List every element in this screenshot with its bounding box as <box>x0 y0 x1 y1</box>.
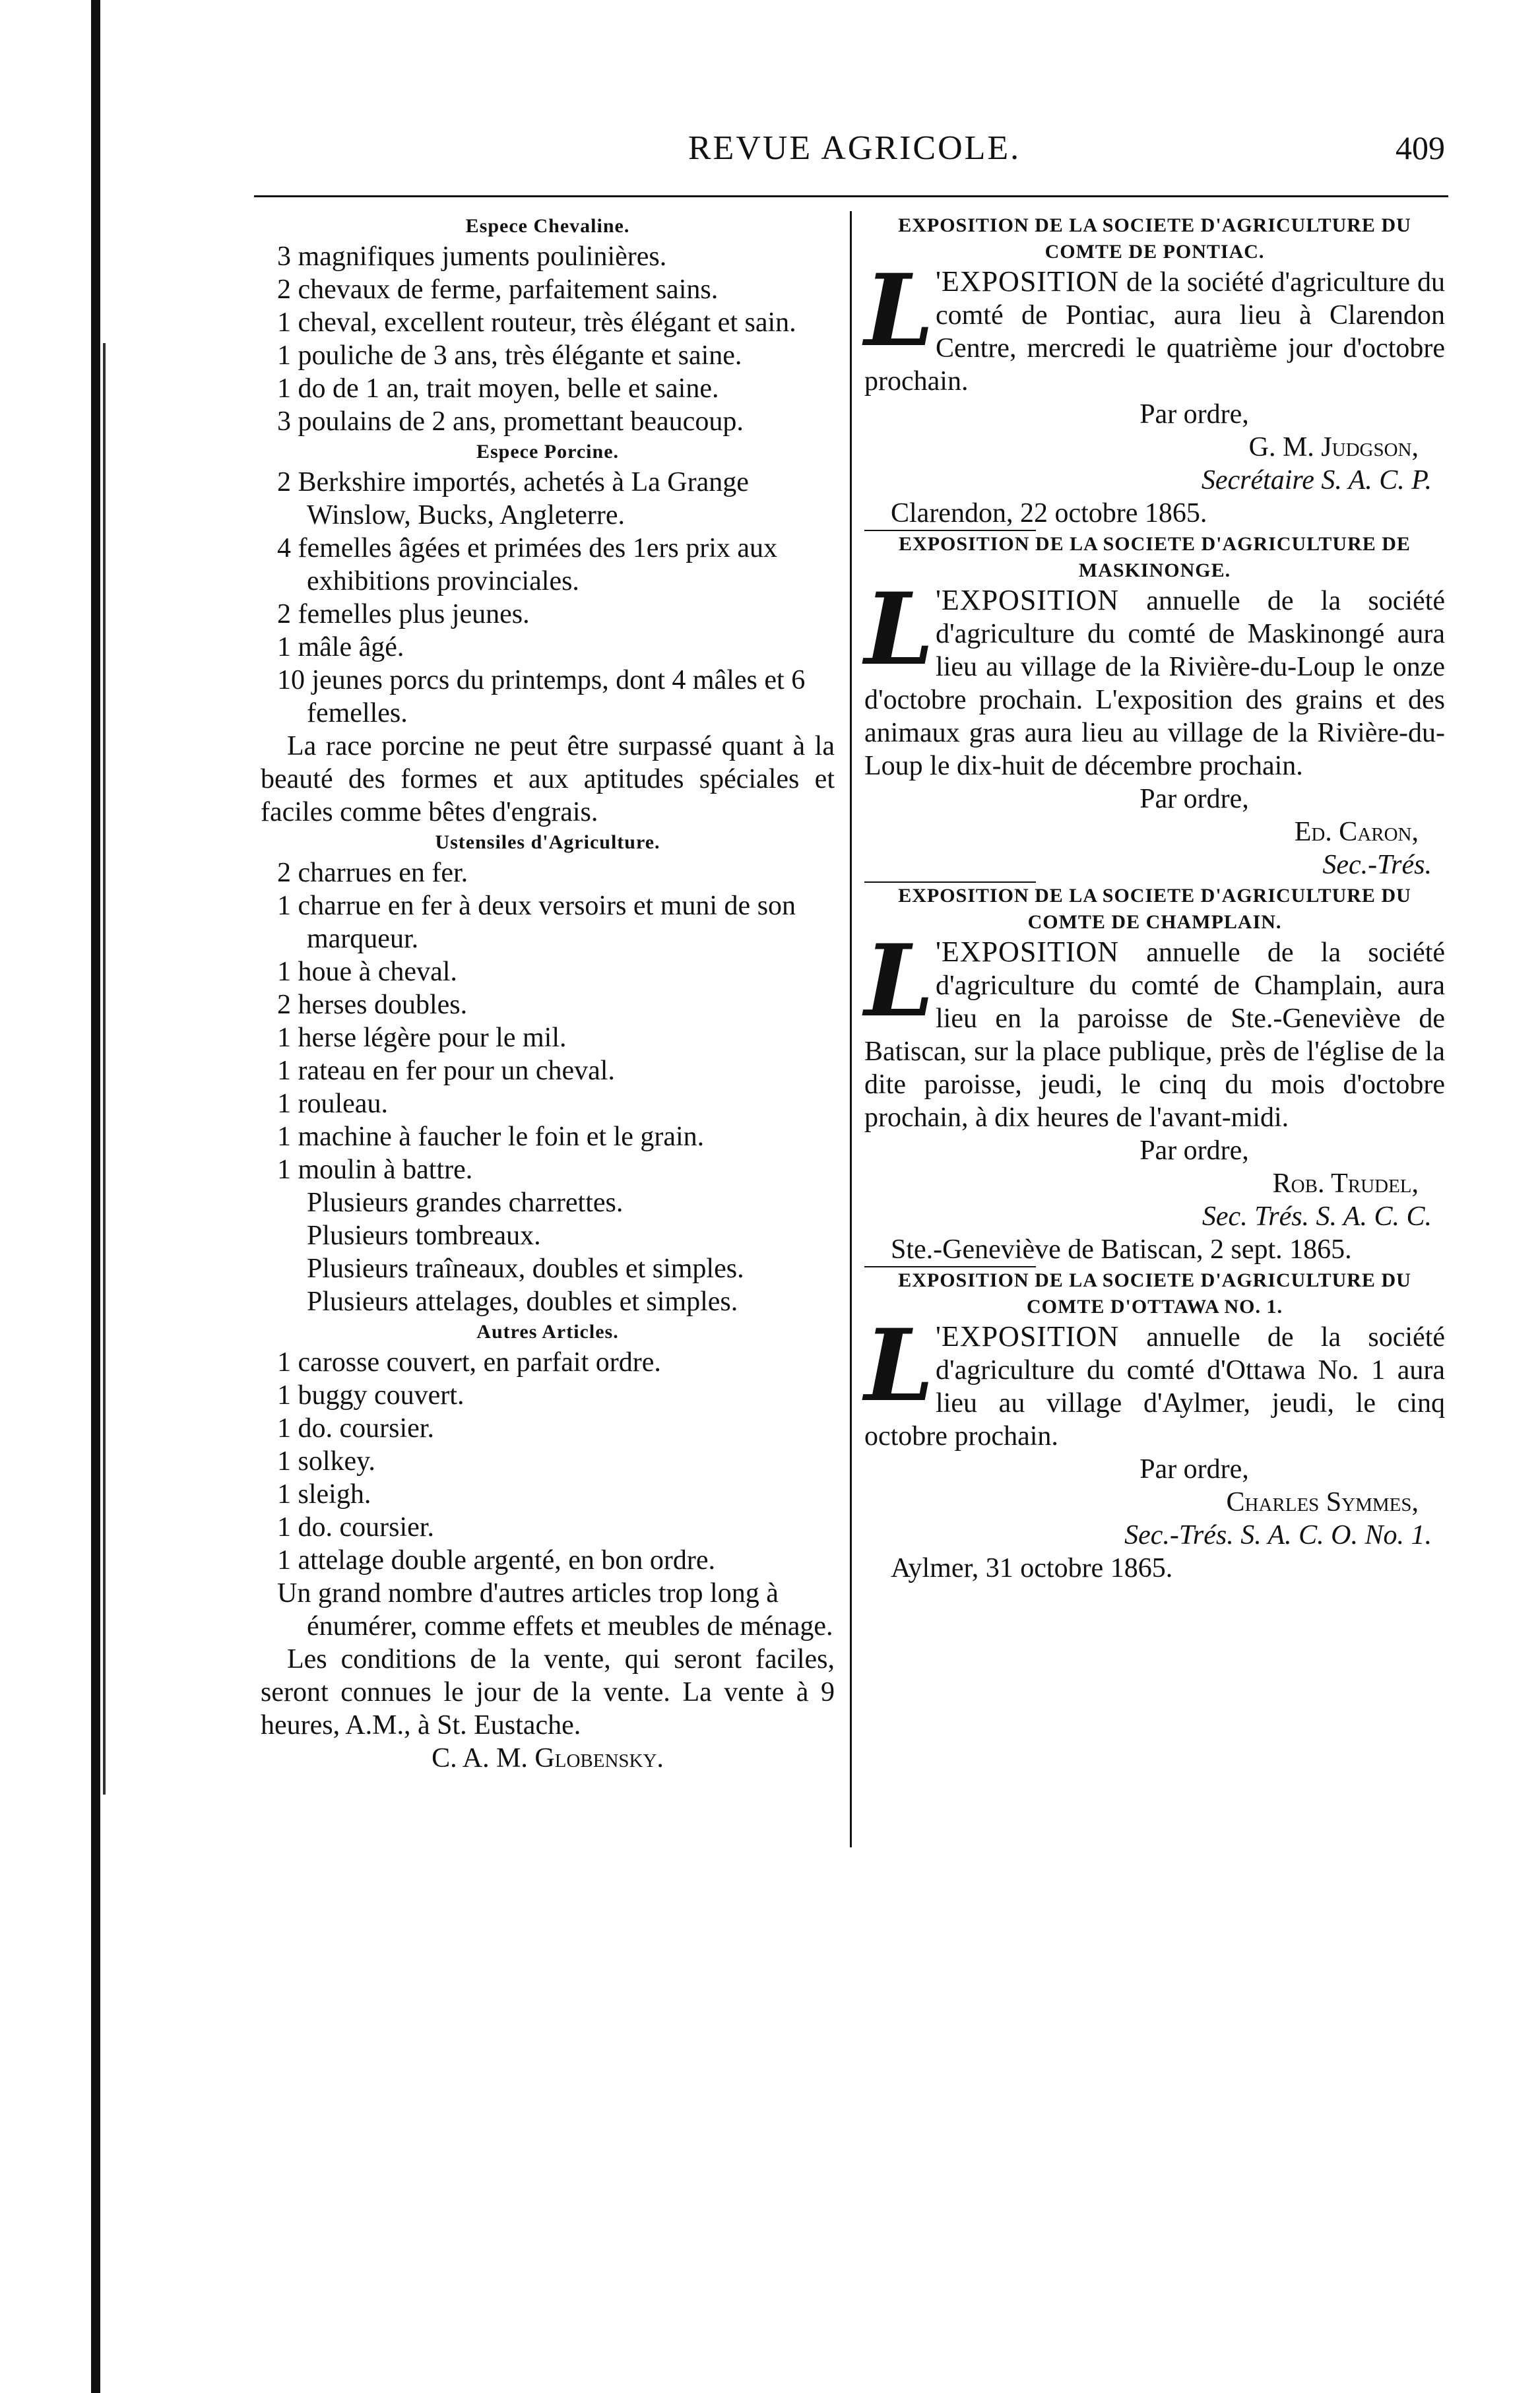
notice-text: annuelle de la société d'agriculture du comté d'Ottawa No. 1 aura lieu au village d'Aylmer, jeudi, le cinq octobre prochain. <box>864 1322 1446 1452</box>
notice-text: de la société d'agriculture du comté de Pontiac, aura lieu à Clarendon Centre, mercredi le quatrième jour d'octobre prochain. <box>864 267 1446 397</box>
page-spine-edge <box>91 0 100 2393</box>
list-item: 1 buggy couvert. <box>277 1380 465 1411</box>
notice-lead: 'EXPOSITION <box>936 584 1120 616</box>
notice-order: Par ordre, <box>1139 1454 1249 1484</box>
list-item: 1 cheval, excellent routeur, très élégant et sain. <box>277 307 796 338</box>
list-item: 1 rouleau. <box>277 1089 388 1119</box>
list-item: 1 carosse couvert, en parfait ordre. <box>277 1347 661 1378</box>
porcine-paragraph: La race porcine ne peut être surpassé quant à la beauté des formes et aux aptitudes spéciales et faciles comme bêtes d'engrais. <box>261 731 835 827</box>
list-item: 1 rateau en fer pour un cheval. <box>277 1056 615 1086</box>
notice-body <box>864 923 1446 1134</box>
autres-list <box>261 1346 835 1643</box>
porcine-list <box>261 466 835 730</box>
list-item: 1 houe à cheval. <box>277 957 457 987</box>
notice-text: annuelle de la société d'agriculture du comté de Champlain, aura lieu en la paroisse de Ste.-Geneviève de Batiscan, sur la place publique, près de l'église de la dite paroisse, jeudi, le cinq du mois d'octobre prochain, à dix heures de l'avant-midi. <box>864 938 1446 1133</box>
notice-title: EXPOSITION DE LA SOCIETE D'AGRICULTURE DU COMTE D'OTTAWA NO. 1. <box>898 1269 1411 1318</box>
conditions-paragraph: Les conditions de la vente, qui seront faciles, seront connues le jour de la vente. La vente à 9 heures, A.M., à St. Eustache. <box>261 1644 835 1740</box>
page-number: 409 <box>1396 129 1445 166</box>
list-item: Plusieurs traîneaux, doubles et simples. <box>307 1254 744 1284</box>
section-heading-porcine: Espece Porcine. <box>476 441 620 463</box>
ornamental-dropcap: L <box>864 253 934 369</box>
notice-dateline: Ste.-Geneviève de Batiscan, 2 sept. 1865. <box>891 1234 1352 1265</box>
notice-text: annuelle de la société d'agriculture du comté de Maskinongé aura lieu au village de la Rivière-du-Loup le onze d'octobre prochain. L'exposition des grains et des animaux gras aura lieu au village de la Rivière-du-Loup le dix-huit de décembre prochain. <box>864 586 1446 781</box>
list-item: 1 moulin à battre. <box>277 1155 473 1185</box>
notice-title: EXPOSITION DE LA SOCIETE D'AGRICULTURE DE MASKINONGE. <box>899 533 1411 581</box>
list-item: 1 charrue en fer à deux versoirs et muni de son marqueur. <box>277 891 796 954</box>
notice-dateline: Aylmer, 31 octobre 1865. <box>891 1553 1173 1583</box>
column-divider <box>850 211 852 1847</box>
list-item: 10 jeunes porcs du printemps, dont 4 mâles et 6 femelles. <box>277 665 806 728</box>
list-item: Un grand nombre d'autres articles trop long à énumérer, comme effets et meubles de ménage. <box>277 1578 833 1642</box>
notice-title: EXPOSITION DE LA SOCIETE D'AGRICULTURE DU COMTE DE PONTIAC. <box>898 214 1411 263</box>
chevaline-list <box>261 240 835 438</box>
running-title: REVUE AGRICOLE. <box>688 129 1021 167</box>
list-item: 4 femelles âgées et primées des 1ers prix aux exhibitions provinciales. <box>277 533 778 596</box>
notice-role: Secrétaire S. A. C. P. <box>1201 465 1432 495</box>
list-item: Plusieurs tombreaux. <box>307 1221 541 1251</box>
notice-title: EXPOSITION DE LA SOCIETE D'AGRICULTURE DU COMTE DE CHAMPLAIN. <box>898 885 1411 933</box>
notice-dateline: Clarendon, 22 octobre 1865. <box>891 498 1207 528</box>
section-heading-chevaline: Espece Chevaline. <box>465 215 630 237</box>
list-item: 1 solkey. <box>277 1446 375 1477</box>
list-item: 1 do. coursier. <box>277 1413 434 1444</box>
right-column <box>864 212 1445 1585</box>
signature: C. A. M. Globensky. <box>432 1743 664 1773</box>
list-item: 1 mâle âgé. <box>277 632 404 662</box>
ornamental-dropcap: L <box>864 923 934 1039</box>
list-item: 1 machine à faucher le foin et le grain. <box>277 1122 705 1152</box>
ornamental-dropcap: L <box>864 1308 934 1424</box>
notice-lead: 'EXPOSITION <box>936 1320 1120 1353</box>
list-item: 2 charrues en fer. <box>277 858 468 888</box>
list-item: 1 do de 1 an, trait moyen, belle et saine. <box>277 373 719 404</box>
notice-signer: Rob. Trudel, <box>1272 1168 1419 1199</box>
notice-lead: 'EXPOSITION <box>936 936 1120 968</box>
notice-champlain <box>864 883 1445 1266</box>
list-item: Plusieurs grandes charrettes. <box>307 1188 624 1218</box>
list-item: 2 chevaux de ferme, parfaitement sains. <box>277 274 719 305</box>
notice-signer: Charles Symmes, <box>1226 1487 1419 1517</box>
notice-pontiac <box>864 212 1445 530</box>
list-item: Plusieurs attelages, doubles et simples. <box>307 1287 738 1317</box>
notice-body <box>864 1308 1446 1453</box>
notice-maskinonge <box>864 531 1445 881</box>
list-item: 1 herse légère pour le mil. <box>277 1023 567 1053</box>
notice-role: Sec.-Trés. S. A. C. O. No. 1. <box>1124 1520 1432 1550</box>
page-header <box>264 129 1445 181</box>
page-spine-shadow <box>103 343 106 1795</box>
notice-role: Sec. Trés. S. A. C. C. <box>1202 1201 1432 1232</box>
list-item: 3 poulains de 2 ans, promettant beaucoup. <box>277 406 744 437</box>
list-item: 2 femelles plus jeunes. <box>277 599 530 629</box>
list-item: 2 Berkshire importés, achetés à La Grange Winslow, Bucks, Angleterre. <box>277 467 749 530</box>
notice-role: Sec.-Trés. <box>1322 850 1432 880</box>
ustensiles-list <box>261 856 835 1318</box>
notice-order: Par ordre, <box>1139 399 1249 430</box>
ornamental-dropcap: L <box>864 571 934 687</box>
section-heading-ustensiles: Ustensiles d'Agriculture. <box>435 831 660 853</box>
notice-body <box>864 571 1446 782</box>
notice-order: Par ordre, <box>1139 1135 1249 1166</box>
section-heading-autres: Autres Articles. <box>476 1321 619 1343</box>
notice-lead: 'EXPOSITION <box>936 265 1120 298</box>
list-item: 3 magnifiques juments poulinières. <box>277 241 667 272</box>
notice-signer: Ed. Caron, <box>1294 817 1419 847</box>
list-item: 1 attelage double argenté, en bon ordre. <box>277 1545 715 1576</box>
notice-body <box>864 253 1446 398</box>
notice-ottawa <box>864 1267 1445 1585</box>
list-item: 1 sleigh. <box>277 1479 371 1510</box>
notice-signer: G. M. Judgson, <box>1248 432 1419 463</box>
header-rule <box>254 195 1448 197</box>
list-item: 1 do. coursier. <box>277 1512 434 1543</box>
notice-order: Par ordre, <box>1139 784 1249 814</box>
list-item: 2 herses doubles. <box>277 990 468 1020</box>
left-column <box>261 212 835 1775</box>
list-item: 1 pouliche de 3 ans, très élégante et saine. <box>277 340 742 371</box>
